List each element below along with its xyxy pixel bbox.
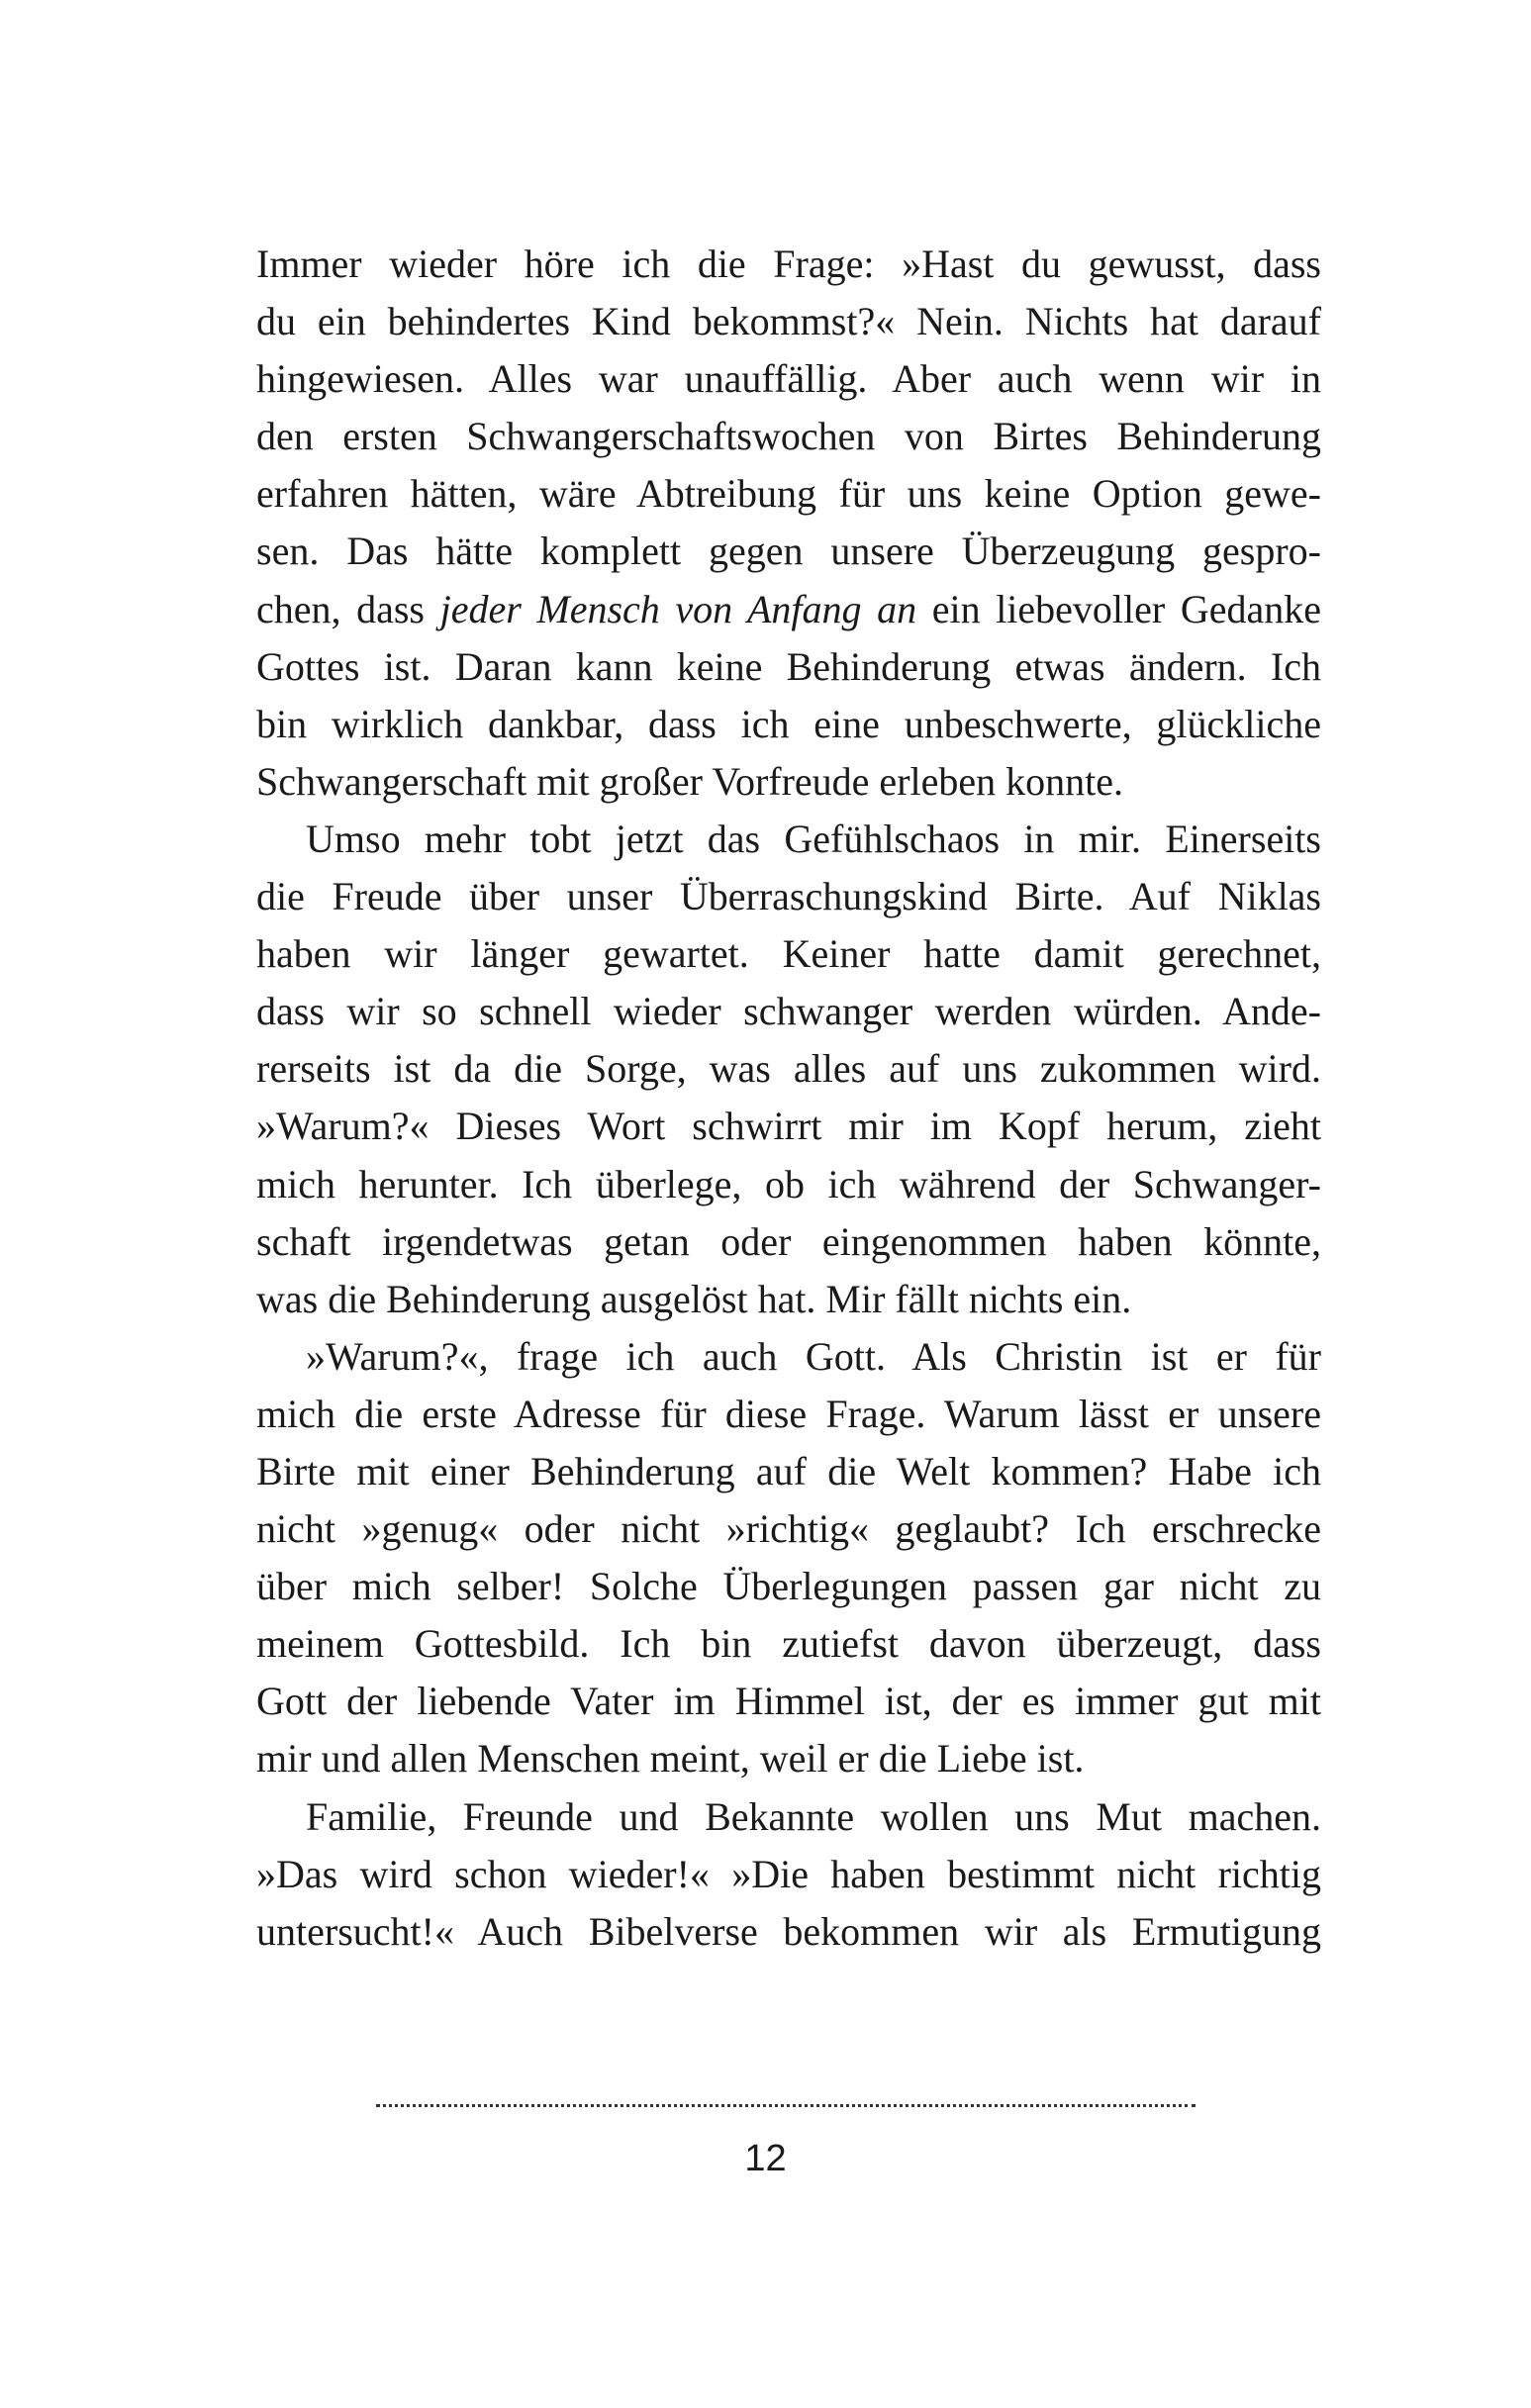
text-line: mir und allen Menschen meint, weil er die Liebe ist. (256, 1736, 1085, 1782)
italic-emphasis: jeder Mensch von Anfang an (439, 586, 917, 631)
text-line: schaft irgendetwas getan oder eingenommen haben könnte, (256, 1218, 1321, 1264)
text-line: haben wir länger gewartet. Keiner hatte damit gerechnet, (256, 931, 1321, 977)
page-number: 12 (744, 2138, 787, 2179)
text-line: über mich selber! Solche Überlegungen passen gar nicht zu (256, 1564, 1321, 1609)
text-segment: chen, dass (256, 586, 440, 631)
text-line: sen. Das hätte komplett gegen unsere Überzeugung gespro- (256, 529, 1321, 574)
text-line: meinem Gottesbild. Ich bin zutiefst davon überzeugt, dass (256, 1621, 1321, 1667)
paragraph (256, 1328, 1321, 1788)
text-line: »Das wird schon wieder!« »Die haben bestimmt nicht richtig (256, 1851, 1321, 1896)
text-line: »Warum?«, frage ich auch Gott. Als Christin ist er für (306, 1333, 1321, 1379)
text-line: mich herunter. Ich überlege, ob ich während der Schwanger- (256, 1161, 1321, 1206)
text-line: den ersten Schwangerschaftswochen von Birtes Behinderung (256, 414, 1321, 459)
text-line: Schwangerschaft mit großer Vorfreude erleben konnte. (256, 758, 1123, 804)
paragraph (256, 1788, 1321, 1961)
text-line: »Warum?« Dieses Wort schwirrt mir im Kopf herum, zieht (256, 1104, 1321, 1149)
paragraph (256, 236, 1321, 811)
paragraph (256, 811, 1321, 1328)
text-line: du ein behindertes Kind bekommst?« Nein. Nichts hat darauf (256, 299, 1321, 344)
text-line: nicht »genug« oder nicht »richtig« geglaubt? Ich erschrecke (256, 1506, 1321, 1552)
text-line: Birte mit einer Behinderung auf die Welt kommen? Habe ich (256, 1448, 1321, 1493)
text-line: hingewiesen. Alles war unauffällig. Aber auch wenn wir in (256, 356, 1321, 402)
text-line: Gottes ist. Daran kann keine Behinderung etwas ändern. Ich (256, 643, 1321, 689)
text-line: die Freude über unser Überraschungskind Birte. Auf Niklas (256, 874, 1321, 919)
text-segment: ein liebevoller Gedanke (916, 586, 1321, 631)
text-line: was die Behinderung ausgelöst hat. Mir fällt nichts ein. (256, 1276, 1132, 1321)
text-line: rerseits ist da die Sorge, was alles auf uns zukommen wird. (256, 1046, 1321, 1092)
body-text (256, 236, 1321, 1961)
text-line: Gott der liebende Vater im Himmel ist, der es immer gut mit (256, 1679, 1321, 1724)
text-line: Immer wieder höre ich die Frage: »Hast du gewusst, dass (256, 241, 1321, 286)
text-line: Familie, Freunde und Bekannte wollen uns Mut machen. (306, 1793, 1321, 1839)
text-line: Umso mehr tobt jetzt das Gefühlschaos in mir. Einerseits (306, 816, 1321, 861)
text-line: mich die erste Adresse für diese Frage. Warum lässt er unsere (256, 1391, 1321, 1436)
text-line: bin wirklich dankbar, dass ich eine unbeschwerte, glückliche (256, 701, 1321, 746)
text-line: erfahren hätten, wäre Abtreibung für uns keine Option gewe- (256, 471, 1321, 517)
footer-dotted-rule (376, 2104, 1196, 2107)
text-line: untersucht!« Auch Bibelverse bekommen wir als Ermutigung (256, 1908, 1321, 1954)
text-line (256, 581, 1321, 638)
text-line: dass wir so schnell wieder schwanger werden würden. Ande- (256, 989, 1321, 1034)
